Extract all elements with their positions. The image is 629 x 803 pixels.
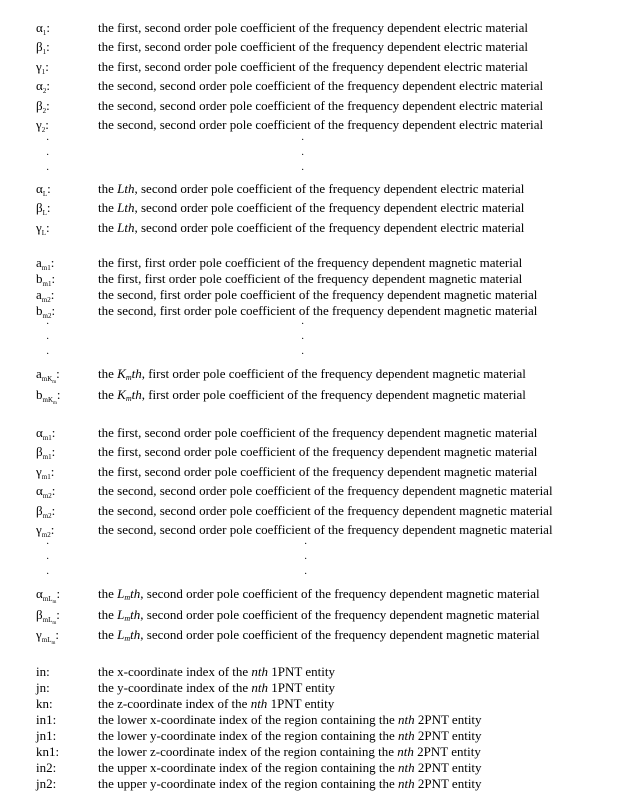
definition-row (0, 366, 629, 384)
symbol-colon: : (51, 271, 56, 286)
text-run: 1PNT entity (268, 664, 335, 679)
symbol-subscript-text: m2 (42, 492, 52, 501)
symbol-colon: : (46, 219, 50, 235)
definition-text (98, 117, 543, 133)
symbol-base: β (36, 444, 43, 460)
symbol (36, 39, 50, 60)
definition-text (98, 607, 540, 627)
text-run: the second, second order pole coefficient of the frequency dependent electric material (98, 78, 544, 94)
symbol-colon: : (47, 181, 51, 196)
definition-row (0, 586, 629, 604)
symbol (36, 712, 56, 728)
text-run: , second order pole coefficient of the frequency dependent magnetic material (140, 586, 540, 601)
italic-run: nth (397, 744, 414, 759)
text-run: the first, first order pole coefficient of the frequency dependent magnetic material (98, 255, 523, 270)
italic-run: Lth (117, 181, 135, 196)
subscript-run: m (124, 634, 131, 644)
symbol-base: β (36, 606, 43, 622)
text-run: the x-coordinate index of the (98, 664, 252, 679)
symbol-colon: : (46, 78, 50, 94)
symbol-base: α (36, 20, 43, 35)
symbol-subscript-text: m1 (42, 280, 52, 288)
symbol-subscript-text: 1 (42, 29, 47, 37)
definition-row (0, 425, 629, 443)
ellipsis-dot: · (46, 554, 50, 565)
text-run: the second, second order pole coefficient of the frequency dependent magnetic material (98, 522, 553, 537)
symbol (36, 20, 50, 41)
ellipsis-dot: · (46, 135, 50, 146)
text-run: , second order pole coefficient of the frequency dependent electric material (134, 219, 525, 235)
italic-run: th (131, 366, 142, 381)
italic-run: Lth (117, 200, 135, 216)
ellipsis-dot: · (46, 334, 50, 345)
definition-text (98, 776, 482, 792)
italic-run: K (117, 387, 126, 402)
text-run: the first, second order pole coefficient of the frequency dependent electric material (98, 58, 529, 74)
ellipsis-dot: · (301, 349, 305, 360)
symbol-colon: : (55, 627, 59, 643)
definition-text (98, 366, 526, 386)
subscript-run: m (124, 593, 131, 602)
definition-text (98, 444, 537, 460)
italic-run: th (131, 387, 142, 402)
ellipsis-dot: · (46, 165, 50, 176)
symbol-colon: : (56, 387, 61, 402)
italic-run: th (130, 627, 141, 643)
text-run: the (98, 627, 118, 643)
symbol-colon: : (51, 483, 56, 499)
text-run: 2PNT entity (413, 744, 481, 759)
text-run: the (98, 181, 118, 196)
symbol-colon: : (46, 20, 50, 35)
symbol-base: kn: (36, 696, 53, 711)
symbol (36, 181, 51, 202)
symbol (36, 503, 55, 524)
symbol-base: in1: (36, 712, 57, 727)
text-run: the first, first order pole coefficient of the frequency dependent magnetic material (98, 271, 523, 286)
definition-row (0, 303, 629, 321)
italic-run: nth (397, 728, 415, 743)
ellipsis-dot: · (301, 334, 305, 345)
text-run: the second, second order pole coefficient of the frequency dependent magnetic material (98, 502, 553, 518)
symbol-subscript-text: mL (41, 636, 52, 645)
symbol-colon: : (46, 200, 51, 216)
text-run: the y-coordinate index of the (98, 680, 252, 695)
definition-text (98, 464, 537, 480)
text-run: 2PNT entity (414, 712, 482, 727)
symbol-base: γ (36, 58, 42, 74)
symbol-base: α (36, 78, 43, 94)
definition-row (0, 181, 629, 199)
italic-run: th (130, 606, 141, 622)
text-run: the upper x-coordinate index of the region containing the (98, 760, 398, 775)
definition-row (0, 117, 629, 135)
symbol-base: β (36, 200, 43, 216)
symbol-colon: : (51, 425, 56, 440)
text-run: the (98, 366, 118, 381)
definition-text (98, 744, 481, 760)
text-run: the second, second order pole coefficient of the frequency dependent electric material (98, 97, 544, 113)
symbol-base: γ (36, 522, 42, 537)
italic-run: nth (250, 696, 268, 711)
symbol-colon: : (56, 366, 60, 381)
definition-text (98, 39, 528, 55)
definition-text (98, 664, 335, 680)
definition-text (98, 503, 553, 519)
symbol-base: α (36, 425, 43, 440)
symbol-base: a (36, 255, 42, 270)
text-run: the first, second order pole coefficient of the frequency dependent magnetic material (98, 425, 538, 440)
symbol (36, 444, 55, 465)
italic-run: L (117, 606, 125, 622)
italic-run: K (117, 366, 126, 381)
symbol-base: kn1: (36, 744, 60, 759)
symbol-base: γ (36, 463, 42, 479)
symbol-subscript-text: m1 (42, 453, 52, 462)
symbol (36, 776, 56, 792)
definition-text (98, 98, 543, 114)
definition-row (0, 200, 629, 218)
symbol-base: α (36, 181, 43, 196)
symbol-subscript (43, 595, 57, 603)
symbol-base: b (36, 303, 43, 318)
ellipsis-dot: · (301, 165, 305, 176)
definition-text (98, 712, 482, 728)
symbol (36, 200, 51, 221)
ellipsis-dot: · (304, 569, 308, 580)
symbol-subscript-text: m2 (41, 296, 51, 304)
symbol-colon: : (46, 97, 50, 113)
symbol-colon: : (50, 463, 55, 479)
text-run: , second order pole coefficient of the frequency dependent magnetic material (140, 627, 540, 643)
symbol-colon: : (51, 444, 56, 460)
symbol-subscript (43, 396, 57, 404)
symbol-subscript-text: mK (41, 375, 53, 383)
symbol-subscript-text: m2 (42, 511, 52, 520)
symbol-base: jn2: (36, 776, 57, 791)
symbol-colon: : (50, 255, 55, 270)
symbol-base: in2: (36, 760, 57, 775)
symbol (36, 696, 53, 712)
symbol-subscript-text: m1 (41, 264, 51, 272)
symbol-subscript-text: L (42, 190, 48, 198)
text-run: the second, second order pole coefficient of the frequency dependent magnetic material (98, 483, 553, 499)
definition-row (0, 522, 629, 540)
symbol (36, 627, 59, 652)
text-run: the (98, 387, 118, 402)
symbol-subscript-text: mK (42, 396, 53, 404)
symbol-colon: : (51, 502, 56, 518)
symbol-base: α (36, 483, 43, 499)
ellipsis-dot: · (304, 554, 308, 565)
symbol-sub-subscript: m (52, 620, 57, 626)
text-run: 2PNT entity (414, 760, 482, 775)
text-run: the z-coordinate index of the (98, 696, 251, 711)
symbol-sub-subscript: m (51, 641, 56, 647)
symbol-base: b (36, 387, 43, 402)
definition-row (0, 20, 629, 38)
symbol-subscript-text: mL (42, 615, 53, 624)
text-run: , first order pole coefficient of the frequency dependent magnetic material (141, 366, 526, 381)
symbol-subscript-text: m1 (42, 434, 52, 442)
definition-row (0, 464, 629, 482)
symbol-sub-subscript: m (53, 401, 57, 406)
text-run: , second order pole coefficient of the frequency dependent electric material (134, 200, 525, 216)
symbol-subscript-text: m1 (41, 472, 51, 481)
definition-text (98, 425, 537, 441)
symbol (36, 59, 49, 80)
definition-text (98, 522, 553, 538)
text-run: , first order pole coefficient of the frequency dependent magnetic material (141, 387, 526, 402)
symbol-subscript-text: 1 (42, 48, 47, 57)
symbol-subscript-text: 2 (42, 106, 47, 115)
definition-text (98, 200, 524, 216)
symbol (36, 425, 55, 446)
symbol-subscript-text: 2 (41, 126, 46, 134)
text-run: the (98, 219, 118, 235)
definition-row (0, 98, 629, 116)
symbol-subscript (41, 636, 56, 647)
italic-run: nth (251, 664, 269, 679)
text-run: , second order pole coefficient of the frequency dependent magnetic material (140, 606, 540, 622)
symbol-colon: : (45, 58, 49, 74)
italic-run: nth (251, 680, 269, 695)
symbol-subscript-text: m2 (41, 531, 51, 539)
definition-text (98, 728, 482, 744)
italic-run: Lth (117, 219, 135, 235)
definition-text (98, 287, 537, 303)
symbol-subscript-text: L (42, 209, 47, 218)
symbol (36, 387, 61, 412)
symbol-base: jn1: (36, 728, 57, 743)
ellipsis-dot: · (46, 150, 50, 161)
text-run: the (98, 200, 118, 216)
symbol-base: γ (36, 219, 42, 235)
italic-run: L (117, 586, 125, 601)
text-run: the upper y-coordinate index of the region containing the (98, 776, 398, 791)
ellipsis-dot: · (46, 349, 50, 360)
symbol (36, 464, 54, 485)
definition-text (98, 387, 526, 407)
italic-run: th (130, 586, 141, 601)
definition-row (0, 387, 629, 405)
text-run: the second, second order pole coefficient of the frequency dependent electric material (98, 117, 544, 132)
ellipsis-dot: · (301, 150, 305, 161)
symbol-colon: : (45, 117, 49, 132)
definition-text (98, 255, 522, 271)
definition-row (0, 39, 629, 57)
symbol (36, 220, 50, 241)
text-run: , second order pole coefficient of the frequency dependent electric material (134, 181, 525, 196)
text-run: the (98, 586, 118, 601)
symbol-base: jn: (36, 680, 50, 695)
definition-text (98, 220, 524, 236)
symbol-sub-subscript: m (52, 380, 57, 385)
symbol-subscript-text: 1 (41, 67, 46, 76)
subscript-run: m (125, 394, 132, 403)
definition-row (0, 444, 629, 462)
symbol-base: a (36, 287, 42, 302)
symbol (36, 664, 50, 680)
symbol-subscript-text: L (41, 228, 47, 237)
symbol-colon: : (56, 606, 60, 622)
text-run: the lower x-coordinate index of the region containing the (98, 712, 398, 727)
text-run: the second, first order pole coefficient of the frequency dependent magnetic material (98, 287, 538, 302)
symbol-base: b (36, 271, 43, 286)
italic-run: L (117, 627, 125, 643)
ellipsis-dot: · (46, 569, 50, 580)
symbol-base: β (36, 39, 43, 55)
subscript-run: m (125, 373, 132, 382)
symbol-colon: : (50, 287, 55, 302)
symbol-base: α (36, 586, 43, 601)
symbol-subscript (43, 434, 52, 442)
text-run: the first, second order pole coefficient of the frequency dependent magnetic material (98, 463, 538, 479)
italic-run: nth (397, 776, 415, 791)
italic-run: nth (397, 712, 415, 727)
symbol-base: γ (36, 117, 42, 132)
symbol-subscript-text: m2 (42, 312, 52, 320)
definition-row (0, 78, 629, 96)
definition-row (0, 607, 629, 625)
definition-text (98, 271, 522, 287)
symbol-colon: : (46, 39, 50, 55)
definition-text (98, 627, 540, 647)
ellipsis-dot: · (304, 539, 308, 550)
symbol (36, 78, 50, 99)
symbol-subscript (43, 616, 57, 624)
symbol (36, 483, 55, 504)
italic-run: nth (397, 760, 415, 775)
definition-row (0, 627, 629, 645)
symbol-subscript (43, 512, 52, 520)
symbol-subscript-text: mL (42, 595, 53, 603)
text-run: the first, second order pole coefficient of the frequency dependent electric material (98, 20, 529, 35)
text-run: the lower z-coordinate index of the region containing the (98, 744, 398, 759)
symbol-colon: : (51, 303, 56, 318)
text-run: 1PNT entity (267, 696, 335, 711)
text-run: 1PNT entity (268, 680, 335, 695)
definition-text (98, 303, 537, 319)
definition-text (98, 586, 540, 606)
text-run: 2PNT entity (414, 728, 482, 743)
ellipsis-dot: · (46, 539, 50, 550)
symbol (36, 98, 50, 119)
definition-text (98, 59, 528, 75)
symbol-base: β (36, 502, 43, 518)
definition-row (0, 503, 629, 521)
symbol-subscript (43, 453, 52, 461)
symbol-sub-subscript: m (52, 600, 57, 605)
symbol-subscript-text: 2 (42, 87, 47, 96)
definition-row (0, 59, 629, 77)
definition-text (98, 78, 543, 94)
definition-text (98, 680, 335, 696)
definition-text (98, 181, 524, 197)
symbol-colon: : (56, 586, 61, 601)
symbol-base: a (36, 366, 42, 381)
symbol-subscript (42, 473, 51, 481)
definition-text (98, 483, 553, 499)
symbol-base: β (36, 97, 43, 113)
subscript-run: m (124, 613, 131, 623)
ellipsis-dot: · (301, 319, 305, 330)
symbol-colon: : (50, 522, 55, 537)
definition-text (98, 760, 482, 776)
definition-row (0, 220, 629, 238)
ellipsis-dot: · (301, 135, 305, 146)
symbol-subscript (42, 375, 56, 383)
definition-row (0, 776, 629, 794)
symbol-subscript (43, 492, 52, 500)
symbol-base: γ (36, 627, 42, 643)
symbol (36, 744, 59, 760)
text-run: the first, second order pole coefficient of the frequency dependent magnetic material (98, 444, 538, 460)
text-run: the lower y-coordinate index of the region containing the (98, 728, 398, 743)
symbol (36, 680, 50, 696)
symbol-subscript (42, 531, 51, 539)
text-run: 2PNT entity (414, 776, 482, 791)
symbol (36, 760, 56, 776)
symbol-base: in: (36, 664, 50, 679)
definition-row (0, 483, 629, 501)
text-run: the second, first order pole coefficient of the frequency dependent magnetic material (98, 303, 538, 318)
symbol (36, 728, 56, 744)
text-run: the (98, 606, 118, 622)
text-run: the first, second order pole coefficient of the frequency dependent electric material (98, 39, 529, 55)
ellipsis-dot: · (46, 319, 50, 330)
definition-text (98, 696, 334, 712)
definition-text (98, 20, 528, 36)
